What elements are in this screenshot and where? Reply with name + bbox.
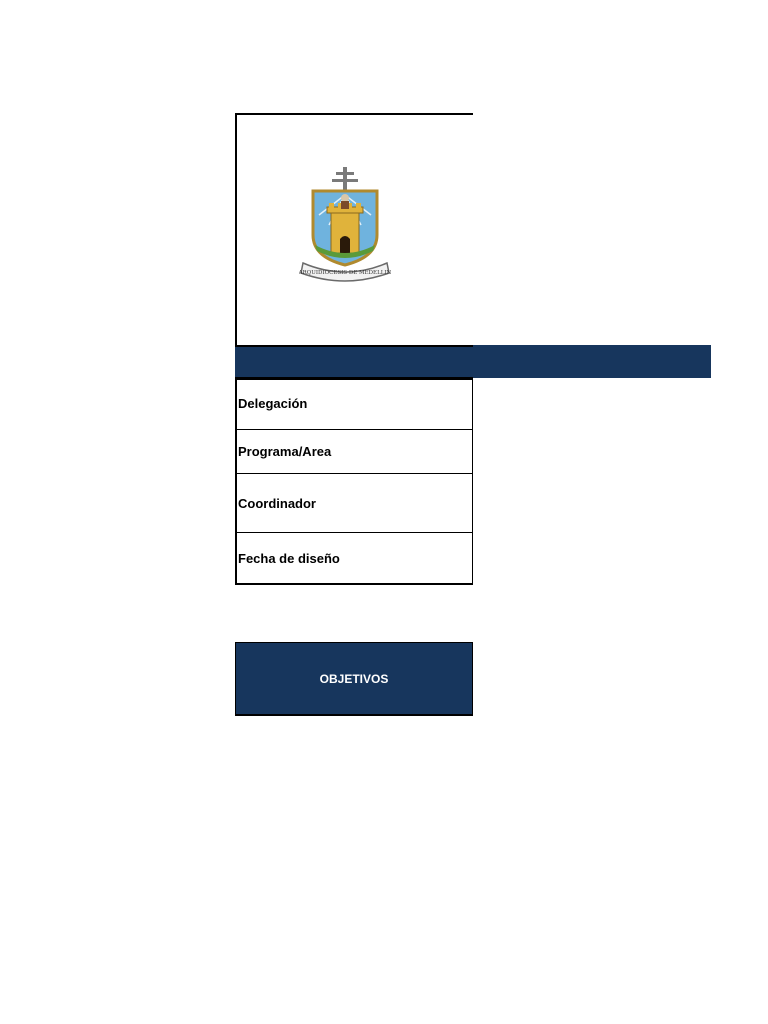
field-label: Delegación	[238, 396, 308, 411]
header-bar	[235, 345, 711, 378]
field-label: Fecha de diseño	[238, 550, 340, 566]
field-label: Programa/Area	[238, 444, 332, 459]
info-table	[235, 378, 473, 585]
archdiocese-crest-icon	[299, 165, 391, 285]
objetivos-label: OBJETIVOS	[319, 671, 389, 686]
objetivos-header	[235, 642, 473, 716]
crest-motto: ARQUIDIOCESIS DE MEDELLIN	[299, 270, 391, 276]
logo-box	[235, 113, 473, 346]
field-fecha-de-diseno	[237, 533, 472, 583]
field-programa-area	[237, 430, 472, 474]
field-label: Coordinador	[238, 495, 316, 511]
field-delegacion	[237, 378, 472, 430]
field-coordinador	[237, 474, 472, 533]
header-bar-top-border	[235, 345, 473, 347]
